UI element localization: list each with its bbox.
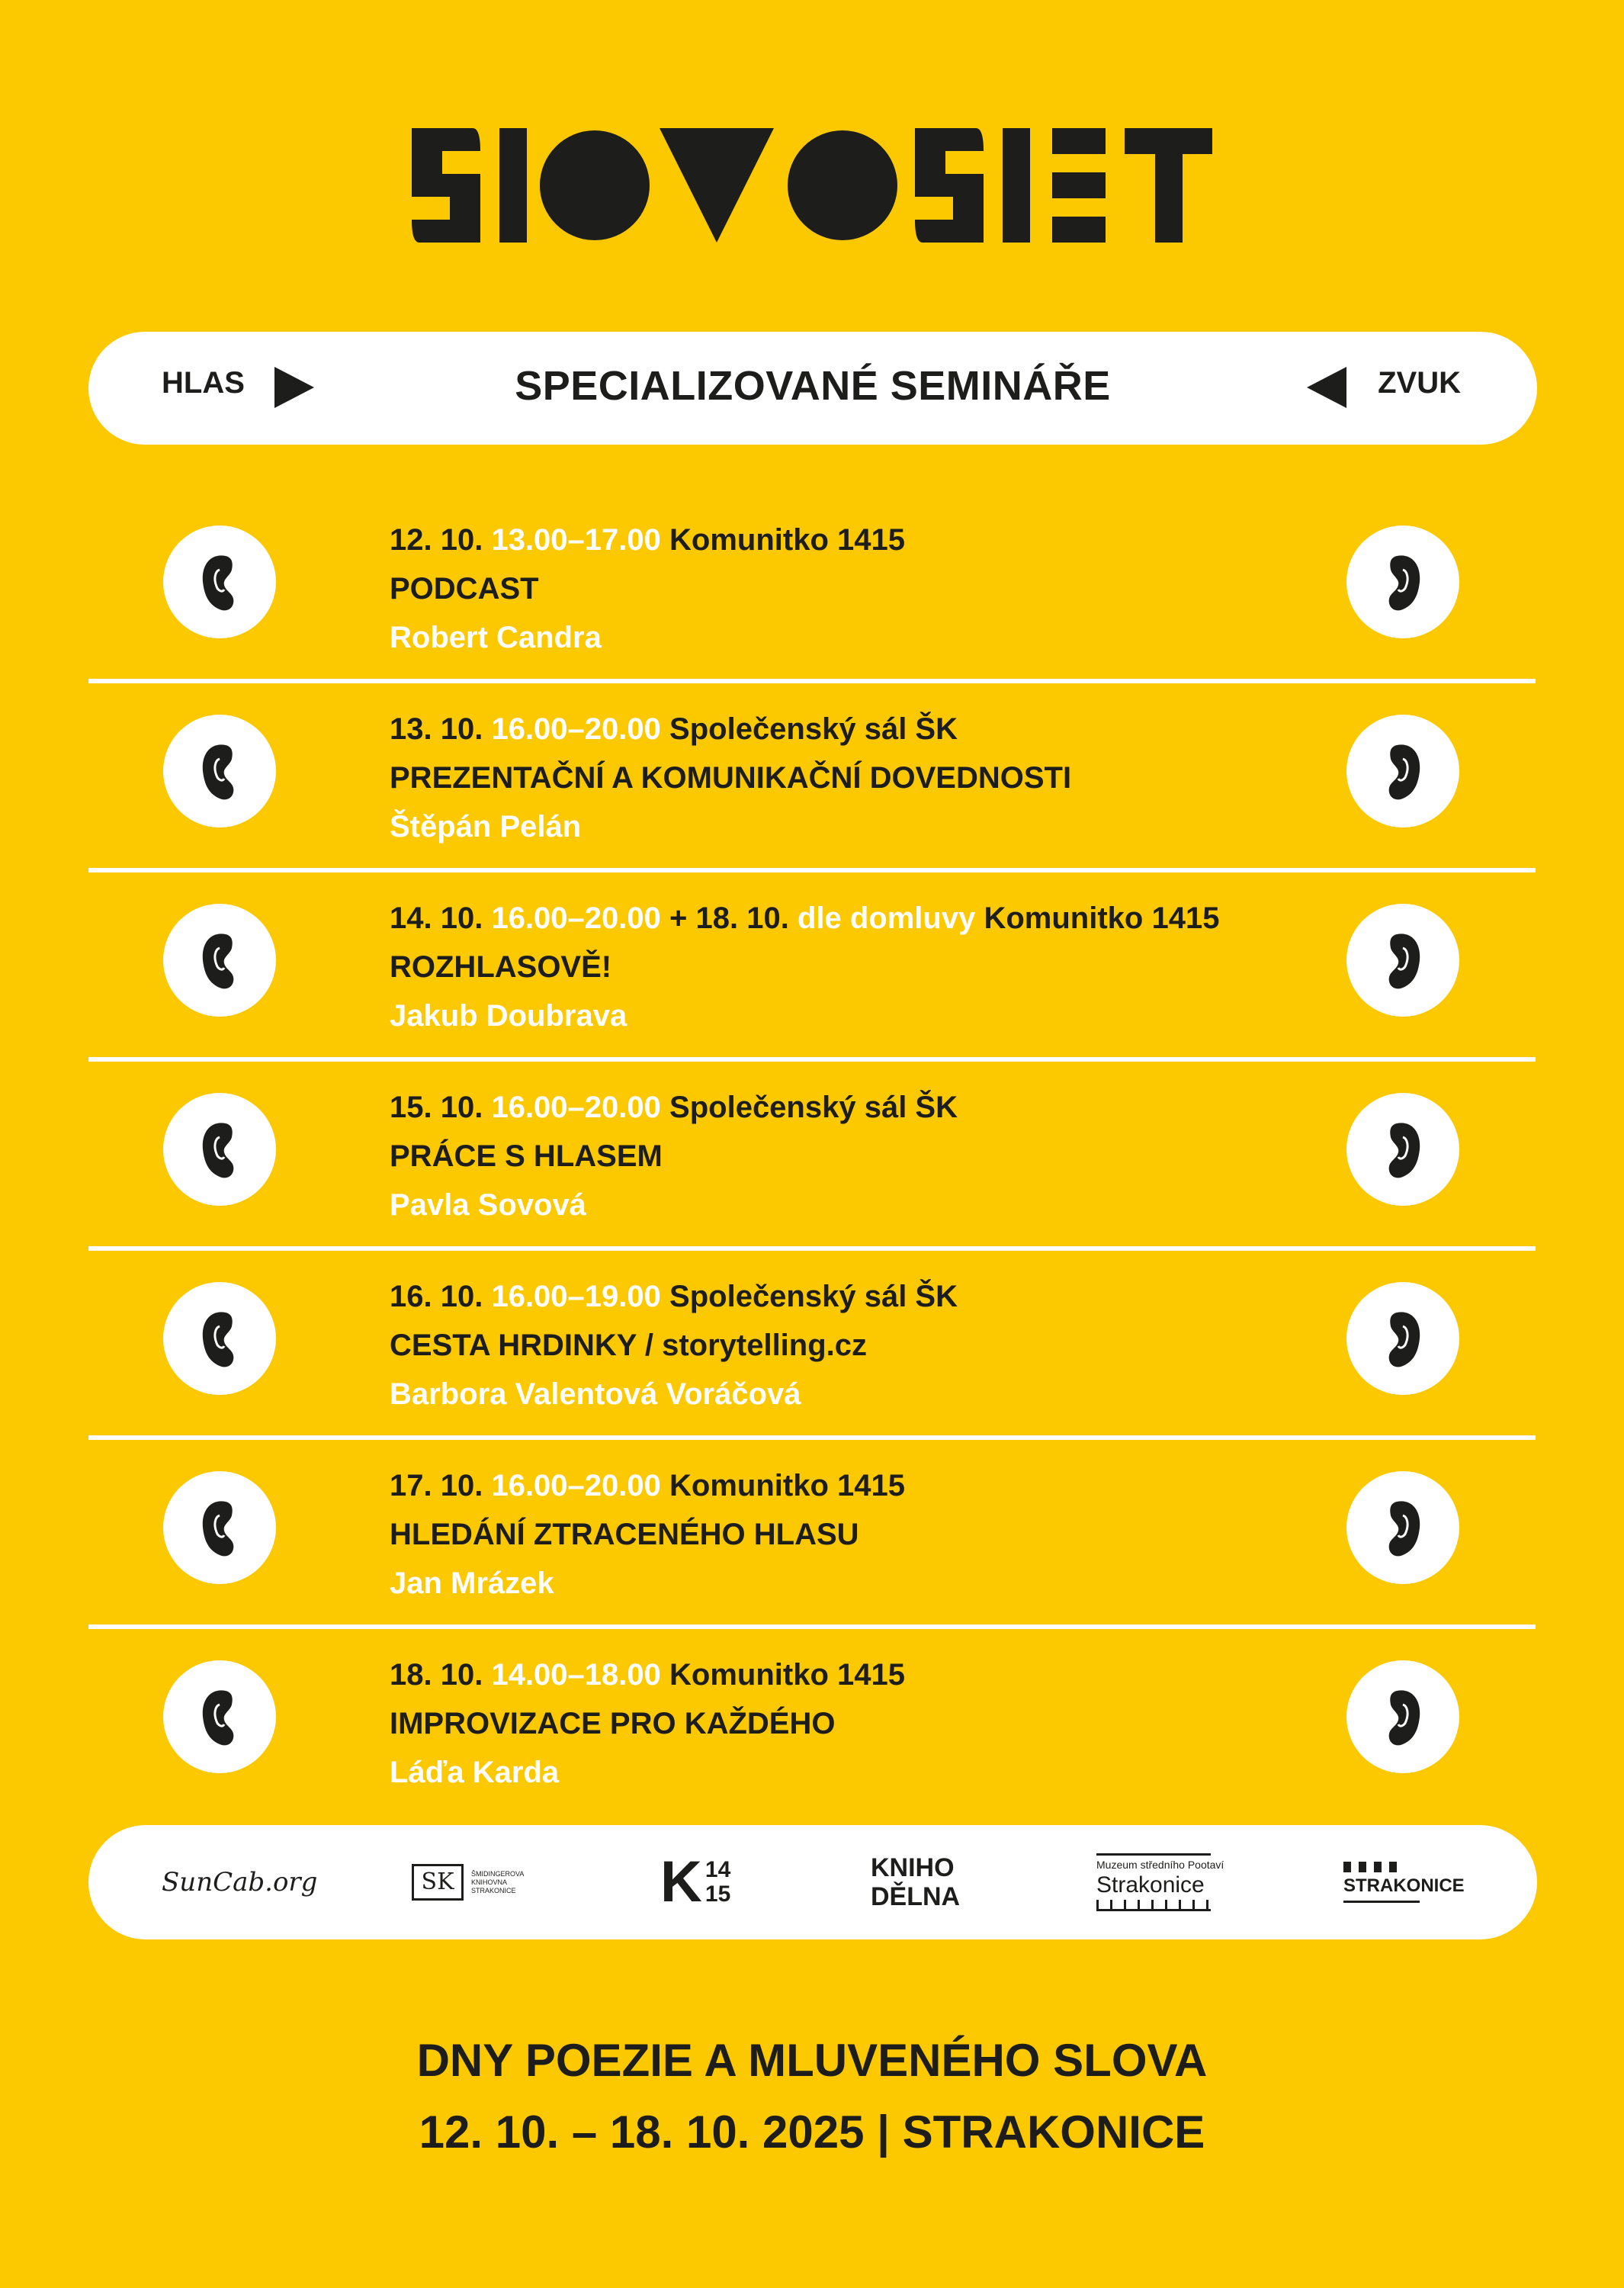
city-name: STRAKONICE (1343, 1875, 1465, 1896)
event-title: IMPROVIZACE PRO KAŽDÉHO (390, 1707, 836, 1740)
library-line: ŠMIDINGEROVA (471, 1869, 525, 1878)
event-time: 16.00–19.00 (491, 1280, 661, 1313)
slovoslet-logo-icon (412, 128, 1212, 243)
event-row (88, 872, 1536, 1062)
sponsor-knihodelna (871, 1825, 960, 1939)
event-icon-right (1346, 1471, 1459, 1584)
event-lecturer: Barbora Valentová Voráčová (390, 1377, 801, 1411)
events-list (0, 494, 1624, 1814)
knihodelna-line: DĚLNA (871, 1882, 961, 1911)
footer-title: DNY POEZIE A MLUVENÉHO SLOVA (416, 2035, 1208, 2086)
museum-small-text: Muzeum středního Pootaví (1096, 1859, 1224, 1871)
footer (0, 2027, 1624, 2171)
event-icon-right (1346, 1093, 1459, 1206)
event-date: 18. 10. (390, 1658, 483, 1692)
sponsor-city (1343, 1825, 1465, 1939)
event-place: Komunitko 1415 (984, 901, 1220, 935)
event-row (88, 1629, 1536, 1814)
event-extra-date: + 18. 10. (669, 901, 789, 935)
event-time: 16.00–20.00 (491, 1091, 661, 1124)
event-lecturer: Jakub Doubrava (390, 999, 627, 1033)
event-lecturer: Jan Mrázek (390, 1567, 554, 1600)
knihodelna-line: KNIHO (871, 1853, 955, 1882)
event-time: 13.00–17.00 (491, 523, 661, 557)
event-meta (390, 1461, 905, 1510)
event-title: PRÁCE S HLASEM (390, 1139, 663, 1173)
event-title: ROZHLASOVĚ! (390, 950, 612, 984)
museum-wave-icon (1096, 1900, 1211, 1911)
event-icon-right (1346, 1660, 1459, 1773)
event-meta (390, 516, 905, 564)
event-time: 16.00–20.00 (491, 712, 661, 746)
ear-icon (1346, 1660, 1459, 1773)
event-place: Společenský sál ŠK (669, 1280, 958, 1313)
event-time: 16.00–20.00 (491, 901, 661, 935)
event-row (88, 1440, 1536, 1629)
ear-icon (1346, 1093, 1459, 1206)
event-date: 17. 10. (390, 1469, 483, 1502)
banner-right-label: ZVUK (1378, 366, 1461, 400)
ear-icon (1346, 525, 1459, 638)
ear-icon (163, 1093, 276, 1206)
event-place: Společenský sál ŠK (669, 712, 958, 746)
event-date: 12. 10. (390, 523, 483, 557)
event-row (88, 494, 1536, 683)
event-time: 16.00–20.00 (491, 1469, 661, 1502)
event-row (88, 1062, 1536, 1251)
banner-title: SPECIALIZOVANÉ SEMINÁŘE (515, 363, 1111, 409)
event-row (88, 683, 1536, 872)
event-icon-left (163, 1093, 276, 1206)
event-meta (390, 705, 1071, 754)
event-icon-left (163, 715, 276, 827)
event-icon-right (1346, 715, 1459, 827)
festival-logo (0, 128, 1624, 243)
sponsor-suncab: SunCab.org (162, 1867, 318, 1898)
k1415-num: 15 (704, 1881, 731, 1907)
sponsor-k1415 (660, 1825, 730, 1939)
event-title: CESTA HRDINKY / storytelling.cz (390, 1329, 868, 1362)
ear-icon (163, 525, 276, 638)
event-meta (390, 1650, 905, 1699)
event-title: HLEDÁNÍ ZTRACENÉHO HLASU (390, 1518, 859, 1551)
library-line: KNIHOVNA (471, 1878, 508, 1886)
event-meta (390, 1083, 958, 1132)
sponsor-library (412, 1825, 524, 1939)
ear-icon (1346, 1282, 1459, 1395)
sponsor-bar (88, 1825, 1537, 1939)
event-row (88, 1251, 1536, 1440)
event-lecturer: Láďa Karda (390, 1756, 560, 1789)
section-banner (88, 332, 1537, 445)
event-icon-left (163, 904, 276, 1017)
event-date: 13. 10. (390, 712, 483, 746)
ear-icon (1346, 715, 1459, 827)
event-time: 14.00–18.00 (491, 1658, 661, 1692)
museum-name: Strakonice (1096, 1872, 1205, 1898)
footer-dates: 12. 10. – 18. 10. 2025 | STRAKONICE (419, 2106, 1205, 2158)
ear-icon (163, 1660, 276, 1773)
library-line: STRAKONICE (471, 1886, 516, 1894)
river-wave-icon (1343, 1897, 1420, 1903)
ear-icon (1346, 1471, 1459, 1584)
event-title: PODCAST (390, 572, 539, 606)
event-icon-left (163, 1660, 276, 1773)
k1415-num: 14 (704, 1857, 731, 1882)
event-place: Komunitko 1415 (669, 523, 905, 557)
event-lecturer: Pavla Sovová (390, 1188, 586, 1222)
event-extra-time: dle domluvy (797, 901, 976, 935)
library-logo-mark: SK (412, 1864, 464, 1901)
event-icon-left (163, 1282, 276, 1395)
ear-icon (1346, 904, 1459, 1017)
event-place: Společenský sál ŠK (669, 1091, 958, 1124)
castle-tower-icon (1343, 1862, 1397, 1872)
event-icon-left (163, 525, 276, 638)
event-meta (390, 894, 1219, 943)
banner-left-label: HLAS (162, 366, 245, 400)
ear-icon (163, 715, 276, 827)
event-lecturer: Štěpán Pelán (390, 810, 582, 844)
ear-icon (163, 1282, 276, 1395)
sponsor-museum (1096, 1825, 1224, 1939)
museum-rule (1096, 1853, 1211, 1856)
event-date: 15. 10. (390, 1091, 483, 1124)
event-icon-right (1346, 525, 1459, 638)
event-title: PREZENTAČNÍ A KOMUNIKAČNÍ DOVEDNOSTI (390, 761, 1072, 795)
event-place: Komunitko 1415 (669, 1469, 905, 1502)
event-date: 16. 10. (390, 1280, 483, 1313)
ear-icon (163, 1471, 276, 1584)
event-date: 14. 10. (390, 901, 483, 935)
event-meta (390, 1272, 958, 1321)
ear-icon (163, 904, 276, 1017)
event-lecturer: Robert Candra (390, 621, 602, 654)
event-icon-right (1346, 904, 1459, 1017)
k1415-letter: K (660, 1849, 702, 1914)
play-left-icon (1307, 367, 1346, 408)
event-icon-right (1346, 1282, 1459, 1395)
event-place: Komunitko 1415 (669, 1658, 905, 1692)
event-icon-left (163, 1471, 276, 1584)
